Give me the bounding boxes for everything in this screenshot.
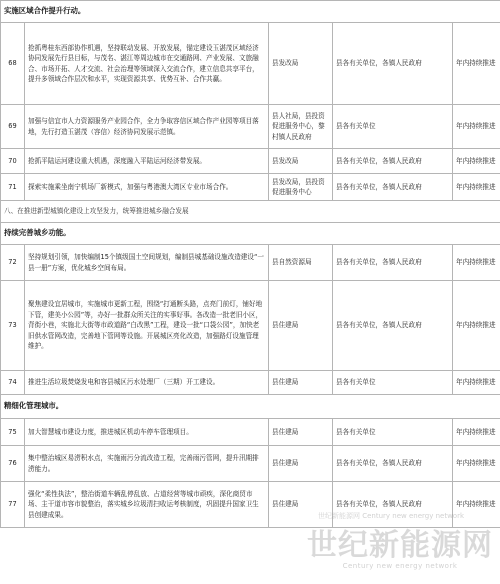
table-row xyxy=(1,149,500,174)
row-number: 76 xyxy=(1,446,25,482)
task-text: 推进生活垃圾焚烧发电和容县城区污水处理厂（三期）开工建设。 xyxy=(25,371,269,395)
responsible-units: 县各有关单位，各镇人民政府 xyxy=(333,482,453,528)
task-text: 坚持规划引领，加快编制15个镇级国土空间规划，编制县城基础设施改造建设“一县一册”方案，优化城乡空间布局。 xyxy=(25,245,269,281)
timeline: 年内持续推进 xyxy=(453,105,500,149)
responsible-units: 县各有关单位 xyxy=(333,105,453,149)
lead-unit: 县住建局 xyxy=(269,446,333,482)
timeline: 年内持续推进 xyxy=(453,23,500,105)
table-row xyxy=(1,174,500,201)
responsible-units: 县各有关单位，各镇人民政府 xyxy=(333,149,453,174)
task-text: 探索实施乘坐南宁机场厂新模式，加强与粤港澳大湾区专业市场合作。 xyxy=(25,174,269,201)
table-row xyxy=(1,281,500,371)
section-heading-row xyxy=(1,223,500,245)
task-text: 抢抓粤桂东西部协作机遇，坚持联动发展、开放发展，锚定建设玉湛茂区域经济协同发展先行县目标，与茂名、湛江等周边城市在交通路网、产业发展、文旅融合、市场开拓、人才交流、社会治理等领域深入交流合作，建立信息共享平台，提升多领域合作层次和水平，实现资源共享、优势互补、合作共赢。 xyxy=(25,23,269,105)
timeline: 年内持续推进 xyxy=(453,149,500,174)
lead-unit: 县住建局 xyxy=(269,281,333,371)
timeline: 年内持续推进 xyxy=(453,419,500,446)
table-row xyxy=(1,371,500,395)
row-number: 74 xyxy=(1,371,25,395)
row-number: 71 xyxy=(1,174,25,201)
lead-unit: 县住建局 xyxy=(269,482,333,528)
table-row xyxy=(1,23,500,105)
section-heading-row xyxy=(1,1,500,23)
responsible-units: 县各有关单位，各镇人民政府 xyxy=(333,174,453,201)
lead-unit: 县住建局 xyxy=(269,419,333,446)
row-number: 75 xyxy=(1,419,25,446)
lead-unit: 县发改局 xyxy=(269,149,333,174)
responsible-units: 县各有关单位，各镇人民政府 xyxy=(333,23,453,105)
row-number: 77 xyxy=(1,482,25,528)
row-number: 70 xyxy=(1,149,25,174)
timeline: 年内持续推进 xyxy=(453,446,500,482)
table-row xyxy=(1,245,500,281)
task-text: 抢抓平陆运河建设重大机遇，深度融入平陆运河经济带发展。 xyxy=(25,149,269,174)
lead-unit: 县人社局，县投资促进服务中心，黎村镇人民政府 xyxy=(269,105,333,149)
responsible-units: 县各有关单位，各镇人民政府 xyxy=(333,245,453,281)
section-heading: 持续完善城乡功能。 xyxy=(1,223,500,245)
task-text: 加大智慧城市建设力度，推进城区机动车停车管理项目。 xyxy=(25,419,269,446)
task-text: 集中整治城区易涝积水点，实施雨污分流改造工程，完善雨污管网，提升汛期排涝能力。 xyxy=(25,446,269,482)
lead-unit: 县住建局 xyxy=(269,371,333,395)
lead-unit: 县发改局，县投资促进服务中心 xyxy=(269,174,333,201)
task-text: 加强与信宜市人力资源服务产业园合作，全力争取容信区域合作产业园等项目落地，先行打造玉湛茂（容信）经济协同发展示范镇。 xyxy=(25,105,269,149)
table-row xyxy=(1,105,500,149)
timeline: 年内持续推进 xyxy=(453,281,500,371)
timeline: 年内持续推进 xyxy=(453,482,500,528)
watermark-english: Century new energy network xyxy=(342,562,458,570)
table-row xyxy=(1,419,500,446)
lead-unit: 县自然资源局 xyxy=(269,245,333,281)
task-text: 强化“柔性执法”，整治街道车辆乱停乱放、占道经营等城市顽疾，深化商贸市场、主干道市容市貌整治，落实城乡垃圾清扫收运考核制度，巩固提升国家卫生县创建成果。 xyxy=(25,482,269,528)
row-number: 68 xyxy=(1,23,25,105)
responsible-units: 县各有关单位，各镇人民政府 xyxy=(333,446,453,482)
task-text: 聚焦建设宜居城市，实施城市更新工程，围绕“打通断头路，点亮门前灯，铺好地下管，建美小公园”等，办好一批群众所关注的实事好事。各改造一批老旧小区，背街小巷，实施北大街等市政道路“白改黑”工程，建设一批“口袋公园”，加快老旧供水管网改造，完善地下管网等设施。开展城区亮化改造，加强路灯设施管理维护。 xyxy=(25,281,269,371)
watermark xyxy=(300,530,500,571)
responsible-units: 县各有关单位 xyxy=(333,371,453,395)
part-heading-row xyxy=(1,201,500,223)
row-number: 72 xyxy=(1,245,25,281)
table-row xyxy=(1,446,500,482)
row-number: 73 xyxy=(1,281,25,371)
timeline: 年内持续推进 xyxy=(453,245,500,281)
responsible-units: 县各有关单位 xyxy=(333,419,453,446)
table-row xyxy=(1,482,500,528)
section-heading: 实施区域合作提升行动。 xyxy=(1,1,500,23)
watermark-top: 世纪新能源网 Century new energy network xyxy=(318,512,465,520)
row-number: 69 xyxy=(1,105,25,149)
timeline: 年内持续推进 xyxy=(453,371,500,395)
lead-unit: 县发改局 xyxy=(269,23,333,105)
section-heading-row xyxy=(1,395,500,419)
responsible-units: 县各有关单位，各镇人民政府 xyxy=(333,281,453,371)
timeline: 年内持续推进 xyxy=(453,174,500,201)
watermark-brand: 世纪新能源网 xyxy=(307,528,493,563)
section-heading: 精细化管理城市。 xyxy=(1,395,500,419)
part-heading: 八、在推进新型城镇化建设上攻坚发力，统筹推进城乡融合发展 xyxy=(1,201,500,223)
